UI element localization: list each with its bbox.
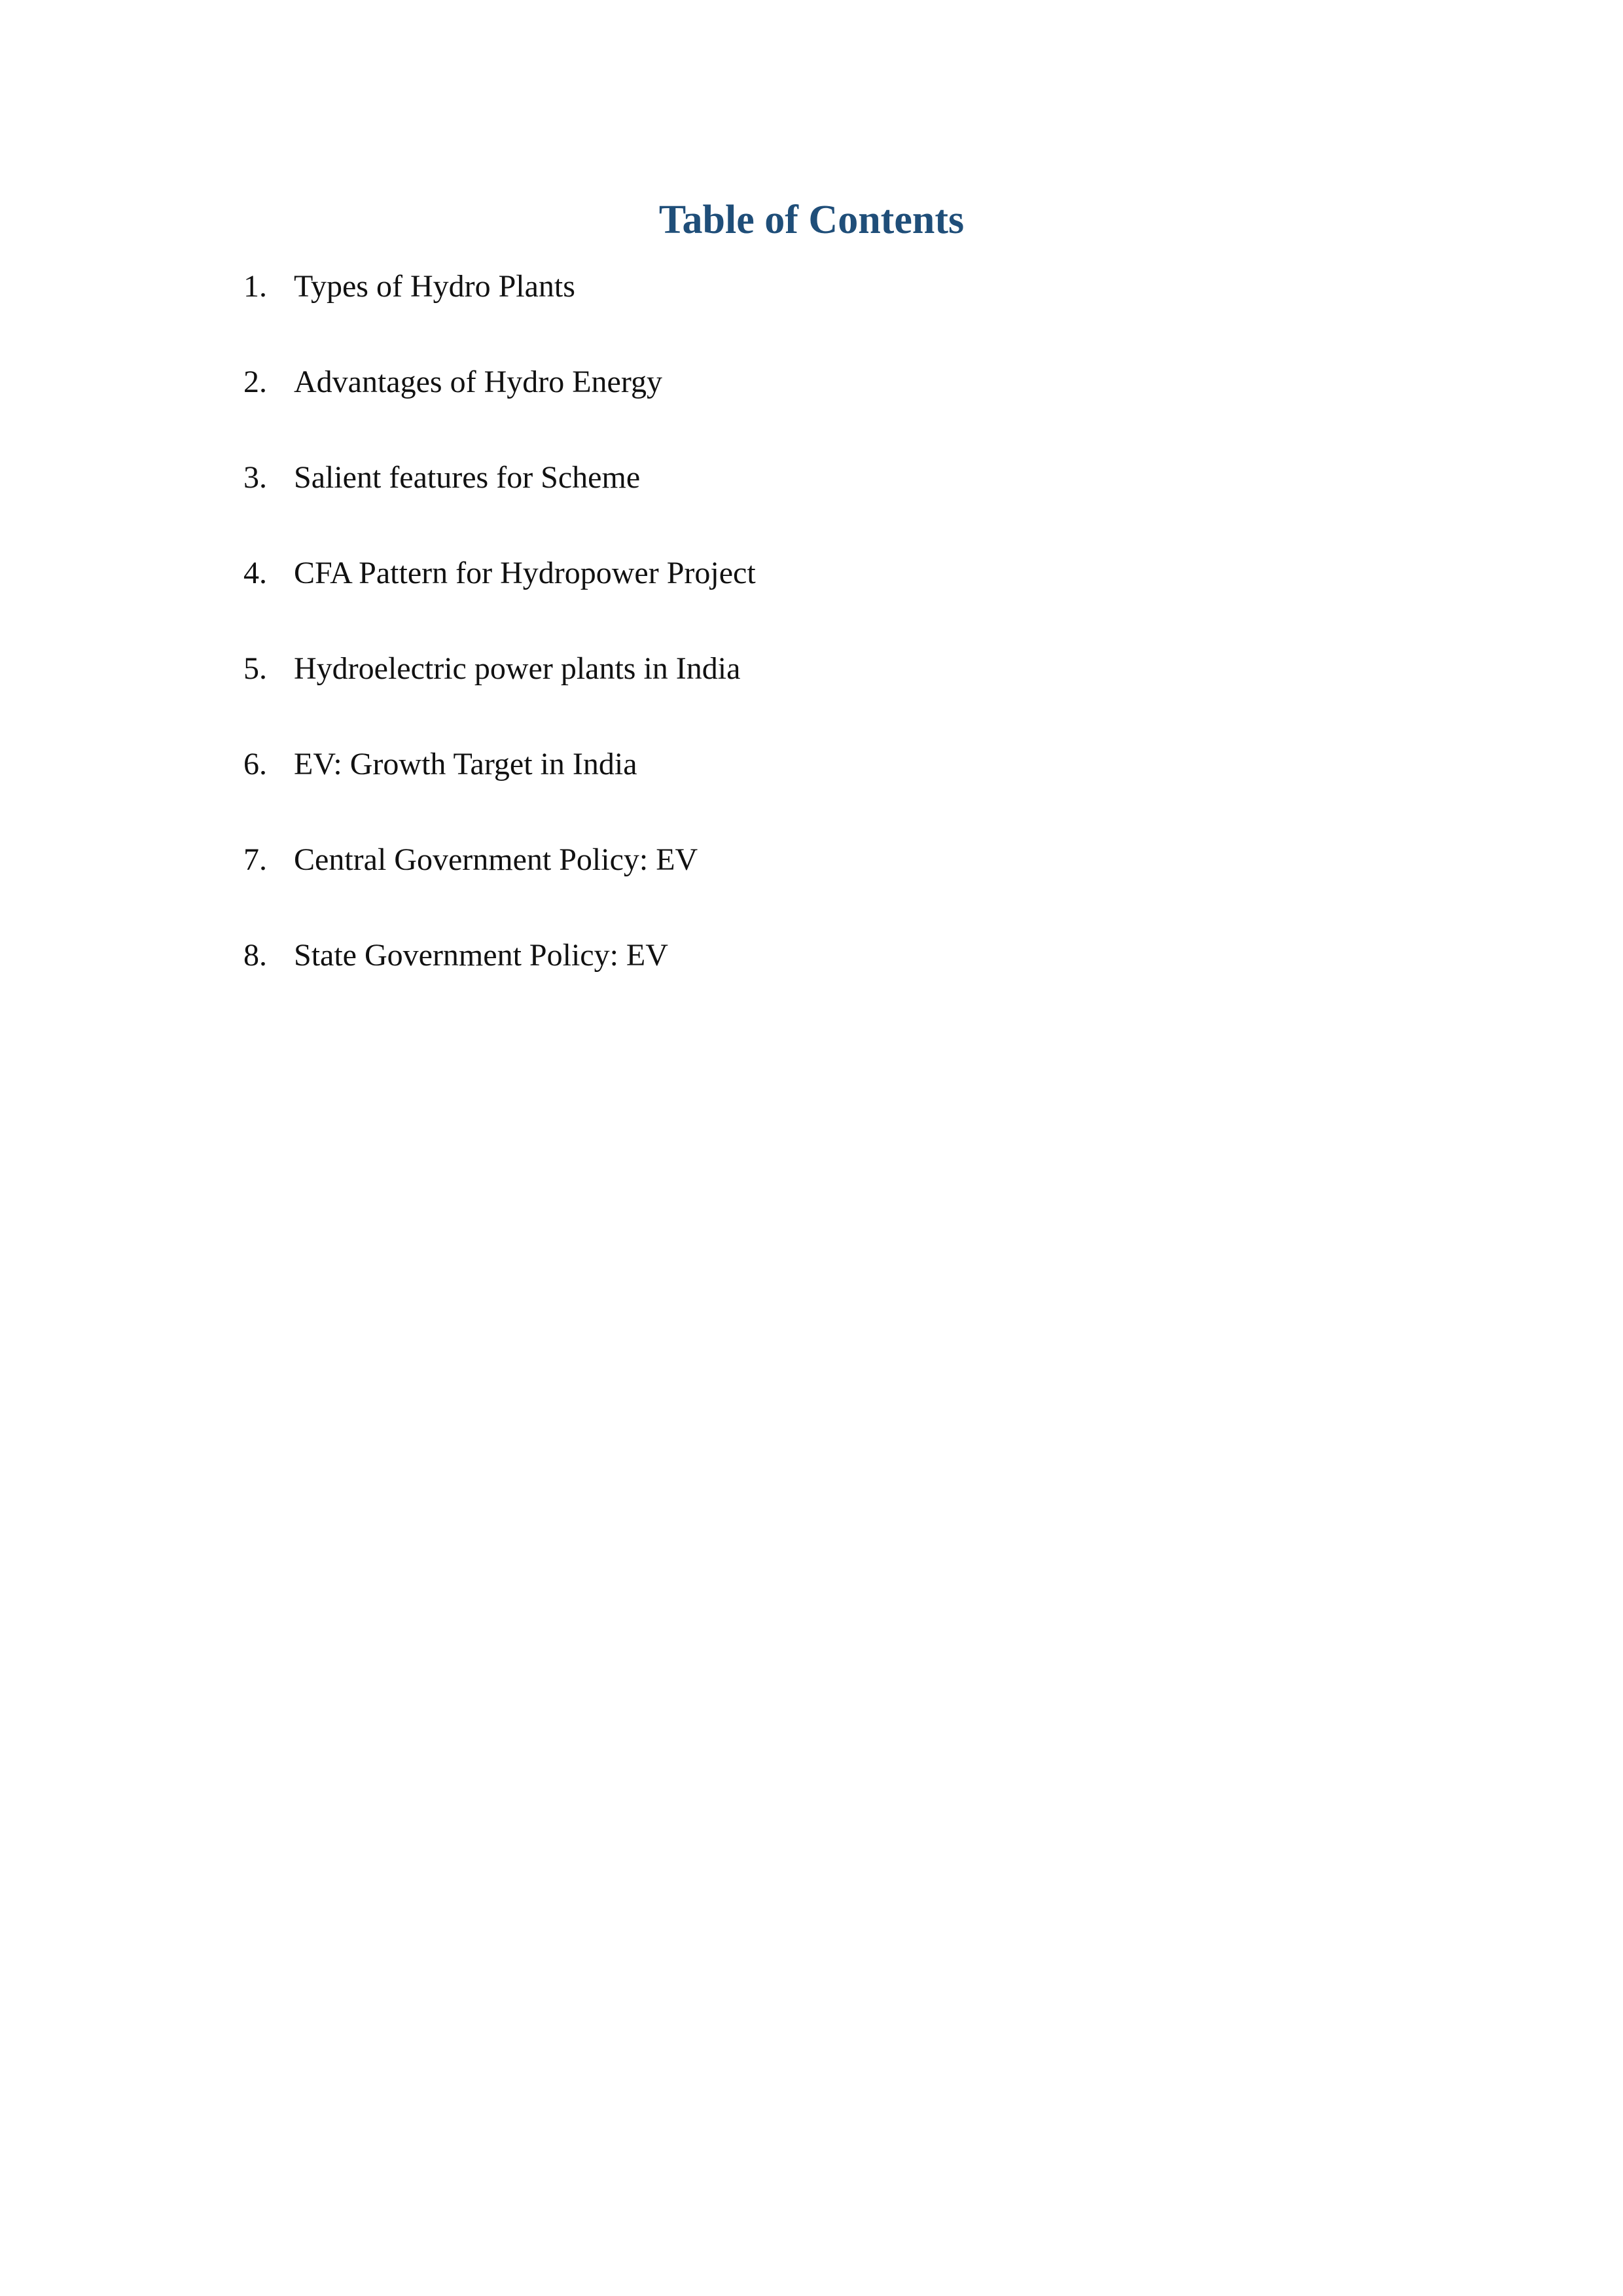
toc-item bbox=[243, 835, 1421, 931]
toc-item-text: EV: Growth Target in India bbox=[294, 747, 637, 781]
toc-item-number: 4. bbox=[243, 556, 267, 590]
toc-item-number: 7. bbox=[243, 842, 267, 877]
toc-item bbox=[243, 262, 1421, 357]
toc-list bbox=[243, 262, 1421, 1026]
toc-item bbox=[243, 357, 1421, 453]
toc-item-text: Hydroelectric power plants in India bbox=[294, 651, 741, 686]
toc-item-text: CFA Pattern for Hydropower Project bbox=[294, 556, 756, 590]
toc-item bbox=[243, 740, 1421, 835]
toc-item-number: 5. bbox=[243, 651, 267, 686]
toc-item-text: State Government Policy: EV bbox=[294, 938, 668, 973]
toc-item-number: 1. bbox=[243, 269, 267, 304]
toc-item-number: 2. bbox=[243, 365, 267, 399]
toc-item-number: 8. bbox=[243, 938, 267, 973]
toc-item bbox=[243, 548, 1421, 644]
toc-item-number: 3. bbox=[243, 460, 267, 495]
toc-item bbox=[243, 644, 1421, 740]
toc-item-text: Salient features for Scheme bbox=[294, 460, 641, 495]
toc-item bbox=[243, 931, 1421, 1026]
toc-item-number: 6. bbox=[243, 747, 267, 781]
toc-item-text: Central Government Policy: EV bbox=[294, 842, 698, 877]
page-title: Table of Contents bbox=[658, 198, 965, 242]
toc-item-text: Types of Hydro Plants bbox=[294, 269, 575, 304]
toc-item-text: Advantages of Hydro Energy bbox=[294, 365, 662, 399]
toc-item bbox=[243, 453, 1421, 548]
